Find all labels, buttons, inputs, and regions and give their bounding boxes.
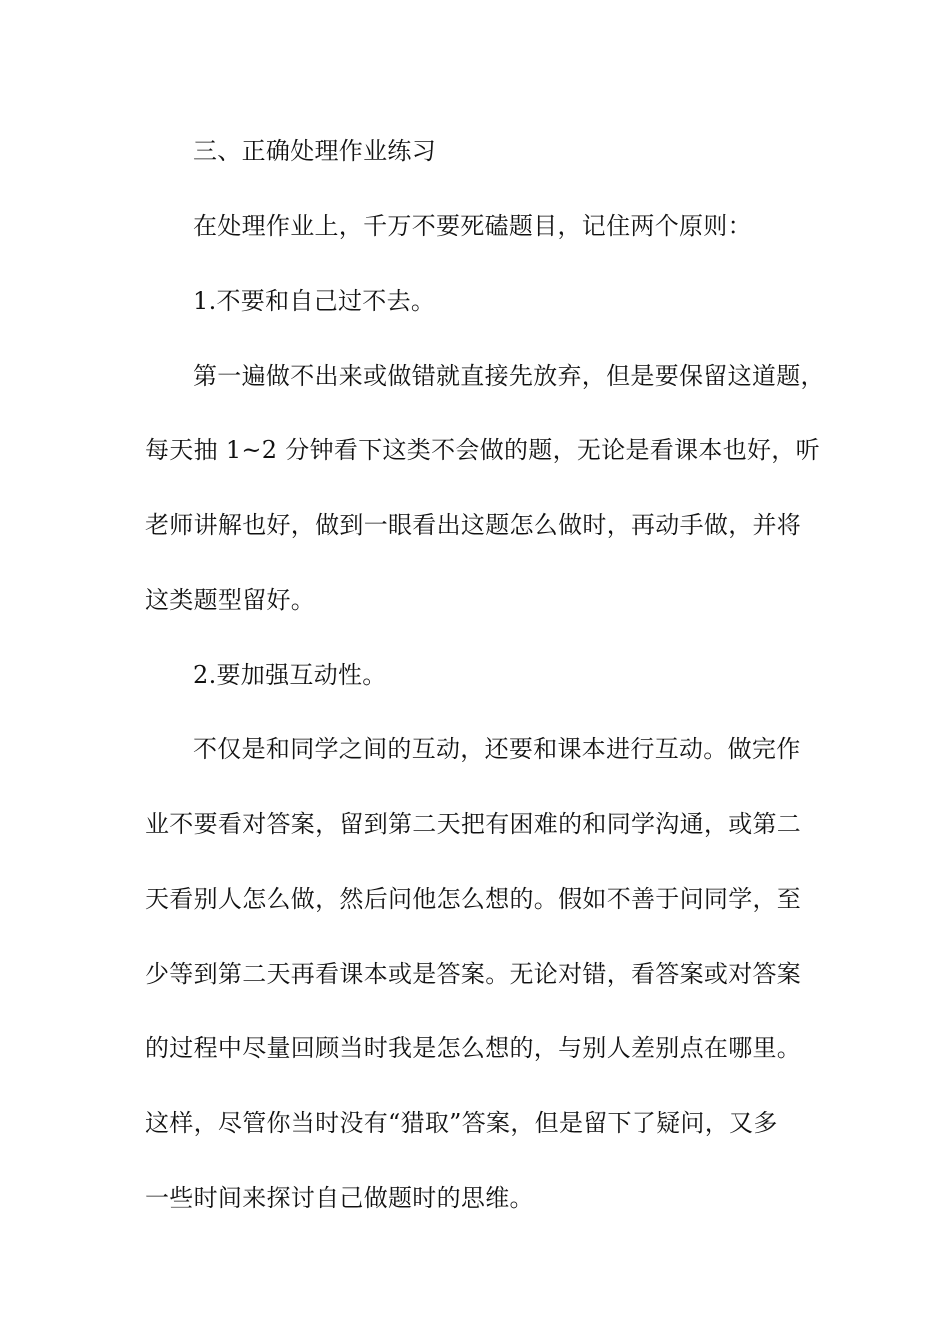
paragraph-line: 不仅是和同学之间的互动，还要和课本进行互动。做完作: [193, 735, 801, 763]
paragraph-line: 一些时间来探讨自己做题时的思维。: [145, 1184, 534, 1212]
paragraph-line: 业不要看对答案，留到第二天把有困难的和同学沟通，或第二: [145, 810, 802, 838]
paragraph-line: 的过程中尽量回顾当时我是怎么想的，与别人差别点在哪里。: [145, 1034, 802, 1062]
paragraph-line: 这样，尽管你当时没有“猎取”答案，但是留下了疑问，又多: [145, 1109, 778, 1137]
paragraph-line: 每天抽 1~2 分钟看下这类不会做的题，无论是看课本也好，听: [145, 436, 820, 464]
paragraph-line: 这类题型留好。: [145, 586, 316, 614]
paragraph-line: 老师讲解也好，做到一眼看出这题怎么做时，再动手做，并将: [145, 511, 802, 539]
section-heading: 三、正确处理作业练习: [193, 137, 436, 165]
paragraph-line: 天看别人怎么做，然后问他怎么想的。假如不善于问同学，至: [145, 885, 802, 913]
paragraph-line: 少等到第二天再看课本或是答案。无论对错，看答案或对答案: [145, 960, 802, 988]
paragraph-line: 第一遍做不出来或做错就直接先放弃，但是要保留这道题，: [193, 362, 825, 390]
intro-paragraph: 在处理作业上，千万不要死磕题目，记住两个原则：: [193, 212, 752, 240]
principle-2-title: 2.要加强互动性。: [193, 661, 387, 689]
principle-1-title: 1.不要和自己过不去。: [193, 287, 436, 315]
